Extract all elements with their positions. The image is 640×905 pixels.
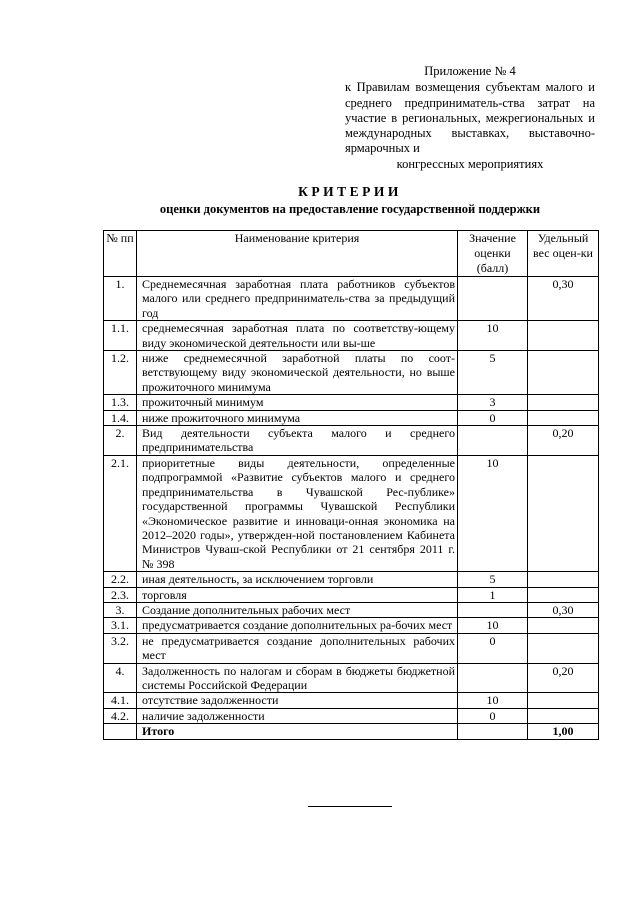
row-value: 5 (458, 351, 528, 395)
row-name: приоритетные виды деятельности, определенные подпрограммой «Развитие субъектов малого и среднего предпринимательства в Чувашской Рес-публике» государственной программы Чувашской Республики «Экономическое развитие и инноваци-онная экономика на 2012–2020 годы», утвержден-ной постановлением Кабинета Министров Чуваш-ской Республики от 21 сентября 2011 г. № 398 (137, 455, 458, 571)
row-num: 2.1. (104, 455, 137, 571)
table-row (104, 602, 599, 617)
row-weight (528, 618, 599, 633)
row-value: 0 (458, 708, 528, 723)
row-name: предусматривается создание дополнительных ра-бочих мест (137, 618, 458, 633)
document-subtitle: оценки документов на предоставление государственной поддержки (159, 202, 541, 216)
row-num (104, 724, 137, 739)
row-value: 0 (458, 410, 528, 425)
row-value (458, 426, 528, 456)
table-row (104, 410, 599, 425)
row-num: 1.4. (104, 410, 137, 425)
appendix-text: к Правилам возмещения субъектам малого и среднего предприниматель-ства затрат на участие в региональных, межрегиональных и международных выставках, выставочно-ярмарочных и (345, 80, 595, 156)
row-num: 2.3. (104, 587, 137, 602)
row-num: 4.1. (104, 693, 137, 708)
row-num: 3. (104, 602, 137, 617)
row-value: 10 (458, 618, 528, 633)
row-value: 5 (458, 572, 528, 587)
row-weight (528, 455, 599, 571)
table-row (104, 426, 599, 456)
table-row (104, 587, 599, 602)
row-num: 3.1. (104, 618, 137, 633)
criteria-table (103, 230, 599, 740)
row-value: 3 (458, 395, 528, 410)
appendix-block (345, 64, 595, 172)
table-header-row (104, 231, 599, 277)
row-num: 2.2. (104, 572, 137, 587)
row-value: 0 (458, 633, 528, 663)
table-row (104, 708, 599, 723)
row-name: прожиточный минимум (137, 395, 458, 410)
row-weight (528, 572, 599, 587)
row-weight (528, 693, 599, 708)
row-weight: 0,30 (528, 277, 599, 321)
row-name: Вид деятельности субъекта малого и среднего предпринимательства (137, 426, 458, 456)
row-weight: 0,20 (528, 426, 599, 456)
row-name: не предусматривается создание дополнительных рабочих мест (137, 633, 458, 663)
row-name: Итого (137, 724, 458, 739)
table-row (104, 693, 599, 708)
row-value (458, 663, 528, 693)
row-num: 2. (104, 426, 137, 456)
separator-line (308, 806, 392, 807)
row-name: среднемесячная заработная плата по соответству-ющему виду экономической деятельности или вы-ше (137, 321, 458, 351)
row-name: Создание дополнительных рабочих мест (137, 602, 458, 617)
row-value: 10 (458, 693, 528, 708)
table-row (104, 663, 599, 693)
table-row (104, 395, 599, 410)
table-row (104, 277, 599, 321)
table-row (104, 618, 599, 633)
row-weight (528, 708, 599, 723)
row-name: иная деятельность, за исключением торговли (137, 572, 458, 587)
row-num: 4.2. (104, 708, 137, 723)
row-value: 1 (458, 587, 528, 602)
row-name: отсутствие задолженности (137, 693, 458, 708)
row-weight (528, 321, 599, 351)
row-name: ниже прожиточного минимума (137, 410, 458, 425)
row-weight: 1,00 (528, 724, 599, 739)
row-value: 10 (458, 455, 528, 571)
header-name: Наименование критерия (137, 231, 458, 277)
table-row (104, 572, 599, 587)
row-num: 1.3. (104, 395, 137, 410)
row-num: 1. (104, 277, 137, 321)
document-title: КРИТЕРИИ (298, 184, 402, 199)
appendix-number: Приложение № 4 (424, 64, 516, 78)
appendix-last-line: конгрессных мероприятиях (396, 156, 544, 171)
row-num: 1.1. (104, 321, 137, 351)
row-weight (528, 587, 599, 602)
row-num: 3.2. (104, 633, 137, 663)
header-weight: Удельный вес оцен-ки (528, 231, 599, 277)
row-value (458, 277, 528, 321)
table-row (104, 455, 599, 571)
row-name: наличие задолженности (137, 708, 458, 723)
row-value (458, 724, 528, 739)
row-weight (528, 633, 599, 663)
table-row (104, 351, 599, 395)
table-row (104, 321, 599, 351)
row-name: ниже среднемесячной заработной платы по соот-ветствующему виду экономической деятельности, но выше прожиточного минимума (137, 351, 458, 395)
total-row (104, 724, 599, 739)
row-name: Задолженность по налогам и сборам в бюджеты бюджетной системы Российской Федерации (137, 663, 458, 693)
header-value: Значение оценки (балл) (458, 231, 528, 277)
header-num: № пп (104, 231, 137, 277)
row-value (458, 602, 528, 617)
row-weight: 0,20 (528, 663, 599, 693)
table-row (104, 633, 599, 663)
row-name: Среднемесячная заработная плата работников субъектов малого или среднего предприниматель-ства за предыдущий год (137, 277, 458, 321)
row-weight (528, 351, 599, 395)
row-value: 10 (458, 321, 528, 351)
row-num: 1.2. (104, 351, 137, 395)
row-weight (528, 395, 599, 410)
row-num: 4. (104, 663, 137, 693)
row-name: торговля (137, 587, 458, 602)
row-weight (528, 410, 599, 425)
row-weight: 0,30 (528, 602, 599, 617)
